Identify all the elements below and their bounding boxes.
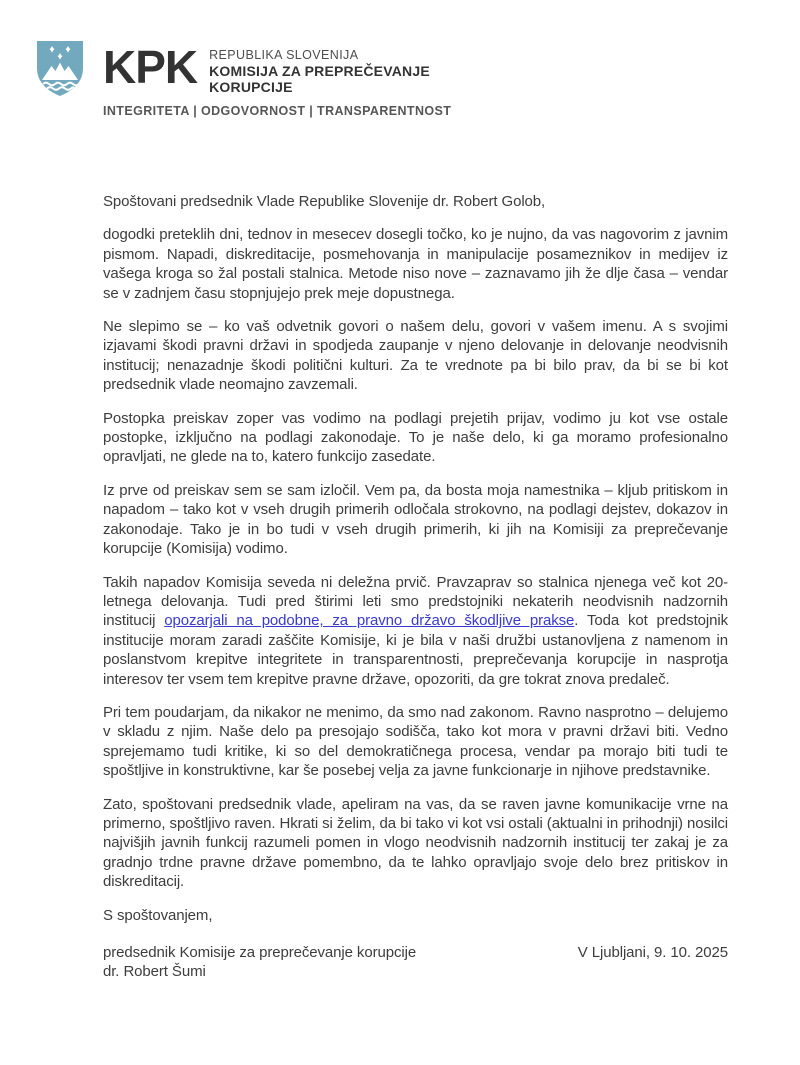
signature-block <box>103 943 728 982</box>
kpk-letterhead <box>35 40 451 118</box>
org-name-line3: KORUPCIJE <box>209 78 293 95</box>
org-name-country: REPUBLIKA SLOVENIJA <box>209 48 359 62</box>
paragraph: Postopka preiskav zoper vas vodimo na podlagi prejetih prijav, vodimo ju kot vse ostale postopke, izključno na podlagi zakonodaje. To je naše delo, ki ga moramo profesionalno opravljati, ne glede na to, katero funkcijo zasedate. <box>103 409 728 466</box>
signature-name: dr. Robert Šumi <box>103 963 206 981</box>
salutation: Spoštovani predsednik Vlade Republike Slovenije dr. Robert Golob, <box>103 193 546 210</box>
org-name-line2: KOMISIJA ZA PREPREČEVANJE <box>209 63 430 79</box>
paragraph: dogodki preteklih dni, tednov in mesecev dosegli točko, ko je nujno, da vas nagovorim z javnim pismom. Napadi, diskreditacije, posmehovanja in manipulacije posameznikov in medijev iz vašega kroga so žal postali stalnica. Metode niso nove – zaznavamo jih že dlje časa – vendar se v zadnjem času stopnjujejo prek meje dopustnega. <box>103 226 728 302</box>
org-name <box>209 48 430 95</box>
paragraph-with-link <box>103 573 728 689</box>
slovenia-coat-of-arms-icon <box>35 40 85 97</box>
paragraph: Ne slepimo se – ko vaš odvetnik govori o našem delu, govori v vašem imenu. A s svojimi izjavami škodi pravni državi in spodjeda zaupanje v njeno delovanje in delovanje neodvisnih institucij; nenazadnje škodi politični kulturi. Za te vrednote pa bi bilo prav, da bi se bi kot predsednik vlade neomajno zavzemali. <box>103 318 728 394</box>
paragraph: Pri tem poudarjam, da nikakor ne menimo, da smo nad zakonom. Ravno nasprotno – delujemo v skladu z njim. Naše delo pa presojajo sodišča, tako kot mora v pravni državi biti. Vedno sprejemamo tudi kritike, ki so del demokratičnega procesa, vendar pa morajo biti tudi te spoštljive in konstruktivne, kar še posebej velja za javne funkcionarje in njihove predstavnike. <box>103 703 728 780</box>
letter-body <box>103 192 728 982</box>
letter-hyperlink[interactable]: opozarjali na podobne, za pravno državo škodljive prakse <box>164 612 575 630</box>
closing-salutation: S spoštovanjem, <box>103 906 213 924</box>
kpk-logo-text: KPK <box>103 41 198 93</box>
link-paragraph-after: . Toda kot predstojnik institucije moram zaradi zaščite Komisije, ki je bila v naši družbi ustanovljena z namenom in poslanstvom krepitve integritete in transparentnosti, preprečevanja korupcije in nasprotja interesov ter vsem tem krepitve pravne države, opozoriti, da gre tokrat znova predaleč. <box>103 612 728 688</box>
signature-left <box>103 943 416 982</box>
paragraph: Zato, spoštovani predsednik vlade, apeliram na vas, da se raven javne komunikacije vrne na primerno, spoštljivo raven. Hkrati si želim, da bi tako vi kot vsi ostali (aktualni in prihodnji) nosilci najvišjih javnih funkcij razumeli pomen in vlogo neodvisnih nadzornih institucij ter zakaj je za gradnjo trdne pravne države pomembno, da te lahko opravljajo svoje delo brez pritiskov in diskreditacij. <box>103 795 728 891</box>
signature-title: predsednik Komisije za preprečevanje korupcije <box>103 944 417 961</box>
brand-block <box>103 40 451 118</box>
date-place: V Ljubljani, 9. 10. 2025 <box>577 944 728 961</box>
link-paragraph-before: Takih napadov Komisija seveda ni deležna prvič. Pravzaprav so stalnica njenega več kot 20-letnega delovanja. Tudi pred štirimi leti smo predstojniki nekaterih neodvisnih nadzornih institucij <box>103 573 728 630</box>
org-tagline: INTEGRITETA | ODGOVORNOST | TRANSPARENTNOST <box>103 104 452 118</box>
paragraph: Iz prve od preiskav sem se sam izločil. Vem pa, da bosta moja namestnika – kljub pritiskom in napadom – tako kot v vseh drugih primerih odločala strokovno, na podlagi dejstev, dokazov in zakonodaje. Tako je in bo tudi v vseh drugih primerih, ki jih na Komisiji za preprečevanje korupcije (Komisija) vodimo. <box>103 481 728 558</box>
